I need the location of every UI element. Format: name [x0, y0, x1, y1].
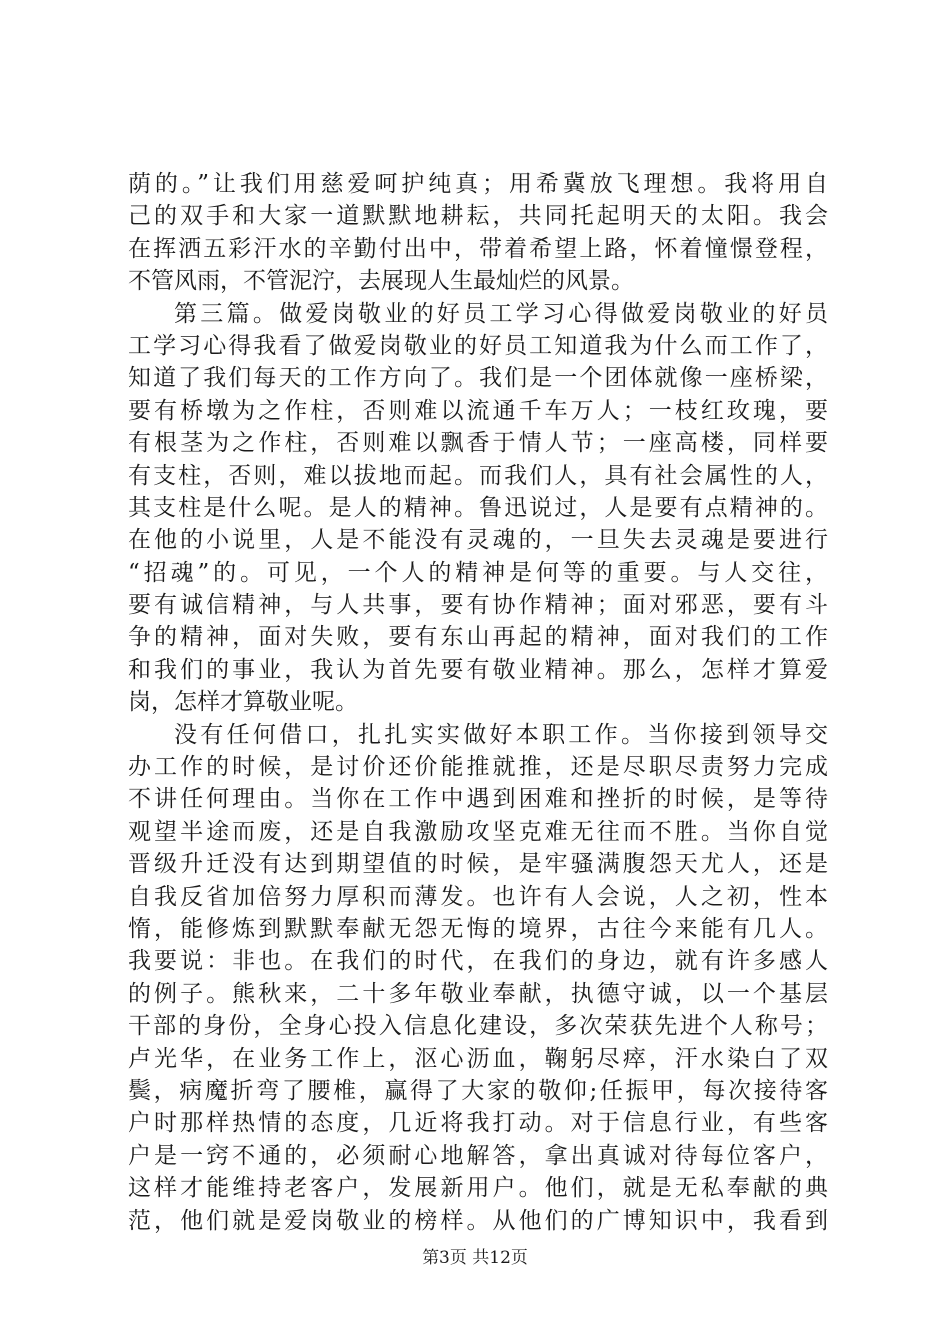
text-line: 工学习心得我看了做爱岗敬业的好员工知道我为什么而工作了， — [128, 332, 828, 359]
text-line: 第三篇。做爱岗敬业的好员工学习心得做爱岗敬业的好员 — [174, 300, 828, 327]
text-line: 有支柱，否则，难以拔地而起。而我们人，具有社会属性的人， — [128, 462, 828, 489]
text-line: 范，他们就是爱岗敬业的榜样。从他们的广博知识中，我看到 — [128, 1207, 828, 1234]
text-line: “招魂”的。可见，一个人的精神是何等的重要。与人交往， — [128, 559, 828, 586]
text-line: 和我们的事业，我认为首先要有敬业精神。那么，怎样才算爱 — [128, 656, 828, 683]
text-line: 没有任何借口，扎扎实实做好本职工作。当你接到领导交 — [174, 721, 828, 748]
text-line: 争的精神，面对失败，要有东山再起的精神，面对我们的工作 — [128, 624, 828, 651]
text-line: 知道了我们每天的工作方向了。我们是一个团体就像一座桥梁， — [128, 365, 828, 392]
page-footer: 第3页 共12页 — [422, 1248, 528, 1268]
text-line: 的例子。熊秋来，二十多年敬业奉献，执德守诚，以一个基层 — [128, 980, 828, 1007]
text-line: 不讲任何理由。当你在工作中遇到困难和挫折的时候，是等待 — [128, 786, 828, 813]
text-line: 干部的身份，全身心投入信息化建设，多次荣获先进个人称号； — [128, 1013, 828, 1040]
text-line: 户时那样热情的态度，几近将我打动。对于信息行业，有些客 — [128, 1110, 828, 1137]
document-body — [128, 168, 828, 1237]
text-line: 自我反省加倍努力厚积而薄发。也许有人会说，人之初，性本 — [128, 883, 828, 910]
text-line: 我要说：非也。在我们的时代，在我们的身边，就有许多感人 — [128, 948, 828, 975]
text-line: 有根茎为之作柱，否则难以飘香于情人节；一座高楼，同样要 — [128, 430, 828, 457]
text-line: 办工作的时候，是讨价还价能推就推，还是尽职尽责努力完成 — [128, 754, 828, 781]
text-line: 己的双手和大家一道默默地耕耘，共同托起明天的太阳。我会 — [128, 203, 828, 230]
text-line: 这样才能维持老客户，发展新用户。他们，就是无私奉献的典 — [128, 1175, 828, 1202]
text-line: 观望半途而废，还是自我激励攻坚克难无往而不胜。当你自觉 — [128, 818, 828, 845]
text-line: 要有诚信精神，与人共事，要有协作精神；面对邪恶，要有斗 — [128, 592, 828, 619]
text-line: 惰，能修炼到默默奉献无怨无悔的境界，古往今来能有几人。 — [128, 915, 828, 942]
text-line: 鬓，病魔折弯了腰椎，赢得了大家的敬仰;任振甲，每次接待客 — [128, 1077, 828, 1104]
text-line: 岗，怎样才算敬业呢。 — [128, 689, 358, 716]
text-line: 户是一窍不通的，必须耐心地解答，拿出真诚对待每位客户， — [128, 1142, 828, 1169]
text-line: 在他的小说里，人是不能没有灵魂的，一旦失去灵魂是要进行 — [128, 527, 828, 554]
text-line: 其支柱是什么呢。是人的精神。鲁迅说过，人是要有点精神的。 — [128, 494, 828, 521]
text-line: 卢光华，在业务工作上，沤心沥血，鞠躬尽瘁，汗水染白了双 — [128, 1045, 828, 1072]
text-line: 在挥洒五彩汗水的辛勤付出中，带着希望上路，怀着憧憬登程， — [128, 235, 828, 262]
text-line: 要有桥墩为之作柱，否则难以流通千车万人；一枝红玫瑰，要 — [128, 397, 828, 424]
text-line: 荫的。”让我们用慈爱呵护纯真；用希冀放飞理想。我将用自 — [128, 171, 828, 197]
text-line: 不管风雨，不管泥泞，去展现人生最灿烂的风景。 — [128, 268, 634, 295]
text-line: 晋级升迁没有达到期望值的时候，是牢骚满腹怨天尤人，还是 — [128, 851, 828, 878]
